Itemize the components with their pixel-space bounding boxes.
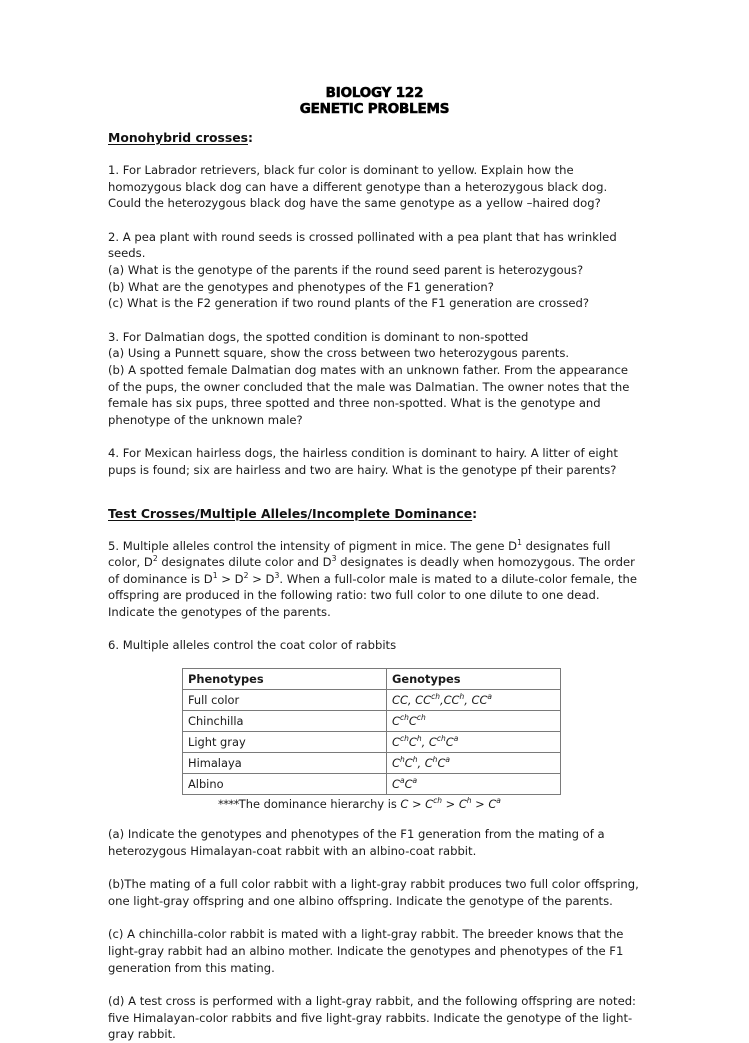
question-4: 4. For Mexican hairless dogs, the hairless condition is dominant to hairy. A litter of eight pups is found; six are hairless and two are hairy. What is the genotype pf their parents? (108, 446, 618, 477)
q5-part-6: > D (248, 571, 275, 586)
dominance-hierarchy-footnote (182, 796, 538, 812)
q5-sup-3: 3 (331, 554, 337, 564)
title-line-1: BIOLOGY 122 (325, 85, 424, 101)
cell-genotype: $C^{ch}C^h$, $C^{ch}C^a$ (387, 732, 561, 753)
cell-phenotype: Light gray (183, 732, 387, 753)
question-5 (108, 538, 641, 621)
q5-part-4: designates is deadly when homozygous. The order of dominance is D (108, 555, 635, 586)
question-1: 1. For Labrador retrievers, black fur color is dominant to yellow. Explain how the homozygous black dog can have a different genotype than a heterozygous black dog. Could the heterozygous black dog have the same genotype as a yellow –haired dog? (108, 163, 608, 211)
cell-phenotype: Full color (183, 690, 387, 711)
allele-table-wrapper (182, 668, 538, 812)
rabbit-coat-color-table (182, 668, 561, 795)
cell-phenotype: Albino (183, 774, 387, 795)
q5-part-7: . When a full-color male is mated to a dilute-color female, the offspring are produced in the following ratio: two full color to one dilute to one dead. Indicate the genotypes of the parents. (108, 571, 638, 619)
question-2-stem: 2. A pea plant with round seeds is crossed pollinated with a pea plant that has wrinkled seeds. (108, 229, 617, 261)
section-heading-test-crosses (108, 506, 641, 521)
section-heading-monohybrid-label: Monohybrid crosses (108, 130, 248, 145)
question-6-stem: 6. Multiple alleles control the coat color of rabbits (108, 638, 397, 653)
section-heading-monohybrid (108, 130, 641, 145)
document-title (108, 86, 641, 117)
table-row (183, 753, 561, 774)
cell-genotype: CC, $CC^{ch},CC^h$, $CC^a$ (387, 690, 561, 711)
q5-part-3: designates dilute color and D (157, 555, 332, 570)
question-2a: (a) What is the genotype of the parents if the round seed parent is heterozygous? (108, 262, 584, 277)
table-row (183, 732, 561, 753)
question-3b: (b) A spotted female Dalmatian dog mates with an unknown father. From the appearance of the pups, the owner concluded that the male was Dalmatian. The owner notes that the female has six pups, three spotted and three non-spotted. What is the genotype and phenotype of the unknown male? (108, 362, 630, 427)
question-6d: (d) A test cross is performed with a light-gray rabbit, and the following offspring are noted: five Himalayan-color rabbits and five light-gray rabbits. Indicate the genotype of the light-gray rabbit. (108, 994, 636, 1042)
document-content (108, 86, 641, 1043)
table-row (183, 774, 561, 795)
question-2c: (c) What is the F2 generation if two round plants of the F1 generation are crossed? (108, 296, 590, 311)
question-3a: (a) Using a Punnett square, show the cross between two heterozygous parents. (108, 346, 570, 361)
q5-sup-1: 1 (517, 537, 522, 547)
question-6a: (a) Indicate the genotypes and phenotypes of the F1 generation from the mating of a heterozygous Himalayan-coat rabbit with an albino-coat rabbit. (108, 827, 605, 858)
section-heading-monohybrid-colon: : (247, 130, 253, 145)
table-header-row (183, 669, 561, 690)
q5-part-5: > D (217, 571, 244, 586)
section-heading-test-crosses-colon: : (472, 505, 478, 521)
table-header-phenotypes: Phenotypes (183, 669, 387, 690)
q5-part-2: designates full color, D (108, 538, 611, 570)
title-line-2: GENETIC PROBLEMS (299, 100, 450, 117)
cell-phenotype: Chinchilla (183, 711, 387, 732)
q5-sup-6: 3 (274, 570, 280, 580)
question-6b: (b)The mating of a full color rabbit with a light-gray rabbit produces two full color offspring, one light-gray offspring and one albino offspring. Indicate the genotype of the parents. (108, 877, 639, 908)
footnote-hierarchy: $C > C^{ch} > C^h > C^a$ (400, 796, 501, 812)
table-body (183, 690, 561, 795)
question-2b: (b) What are the genotypes and phenotypes of the F1 generation? (108, 279, 494, 294)
cell-genotype: $C^hC^h$, $C^hC^a$ (387, 753, 561, 774)
q5-sup-2: 2 (152, 554, 158, 564)
cell-genotype: $C^{ch}C^{ch}$ (387, 711, 561, 732)
cell-genotype: $C^aC^a$ (387, 774, 561, 795)
section-heading-test-crosses-label: Test Crosses/Multiple Alleles/Incomplete Dominance (108, 505, 473, 521)
table-row (183, 711, 561, 732)
q5-sup-4: 1 (212, 570, 218, 580)
footnote-stars: **** (218, 797, 239, 812)
question-6c: (c) A chinchilla-color rabbit is mated with a light-gray rabbit. The breeder knows that the light-gray rabbit had an albino mother. Indicate the genotypes and phenotypes of the F1 generation from this mating. (108, 927, 624, 975)
cell-phenotype: Himalaya (183, 753, 387, 774)
q5-part-1: 5. Multiple alleles control the intensity of pigment in mice. The gene D (108, 538, 518, 553)
table-row (183, 690, 561, 711)
question-3-stem: 3. For Dalmatian dogs, the spotted condition is dominant to non-spotted (108, 329, 529, 344)
footnote-text: The dominance hierarchy is (238, 797, 401, 812)
table-header-genotypes: Genotypes (387, 669, 561, 690)
q5-sup-5: 2 (243, 570, 249, 580)
